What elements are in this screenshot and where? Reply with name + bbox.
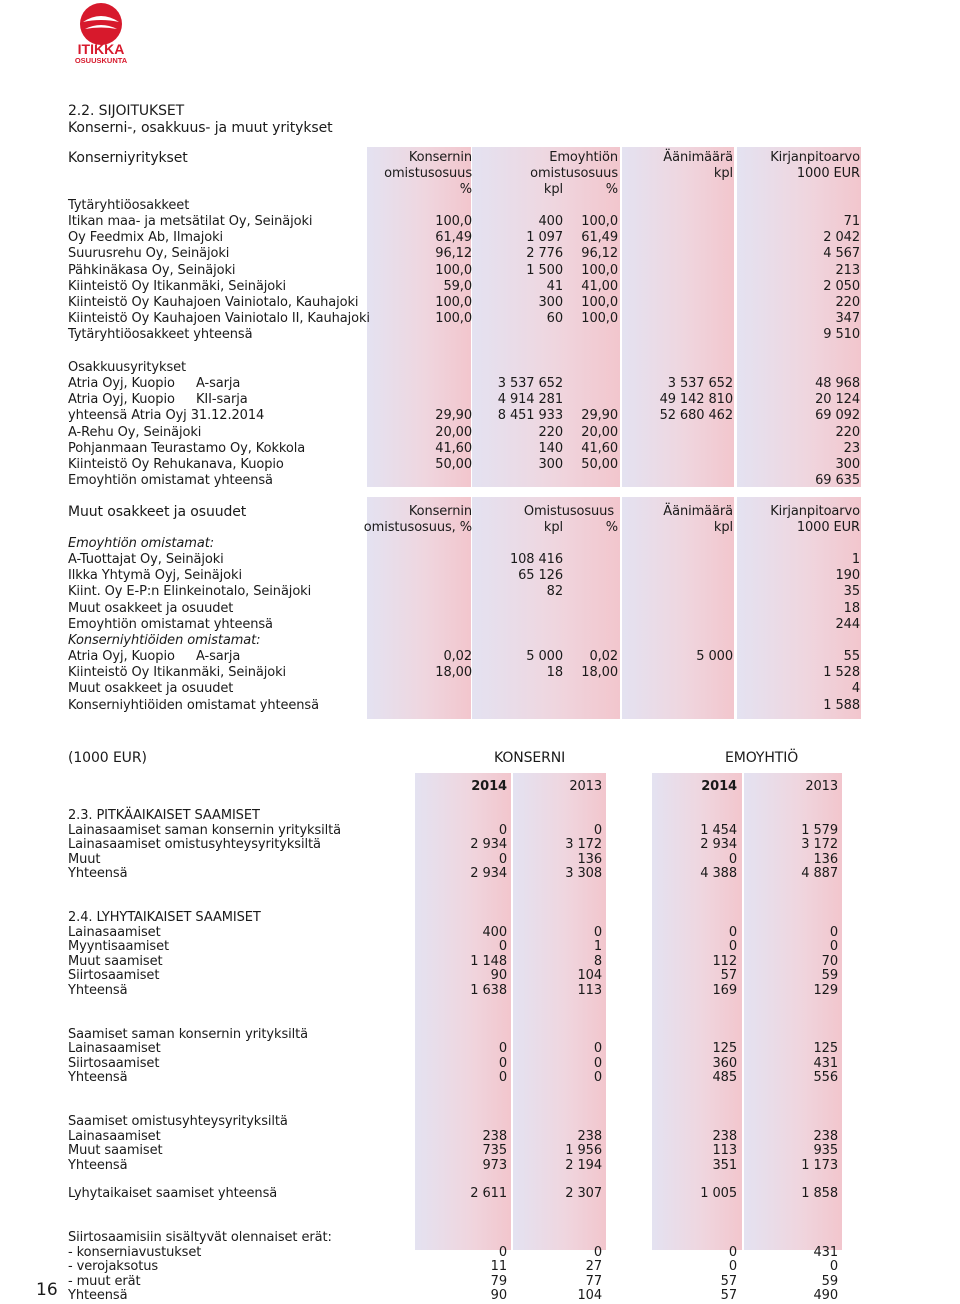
group-header: EMOYHTIÖ [725, 750, 799, 766]
col-header: Kirjanpitoarvo [770, 150, 860, 165]
subheading: Tytäryhtiöosakkeet [68, 198, 190, 213]
block-title: 2.3. PITKÄAIKAISET SAAMISET [68, 808, 260, 823]
logo-text-2: OSUUSKUNTA [74, 56, 128, 64]
cell: 1 588 [823, 697, 860, 713]
cell: 1 [593, 939, 602, 955]
cell: 90 [490, 968, 507, 984]
row-label: Lainasaamiset [68, 1128, 161, 1144]
col-header: Kirjanpitoarvo [770, 504, 860, 519]
cell: 347 [835, 311, 860, 327]
cell: 4 914 281 [497, 392, 563, 408]
row-label: Siirtosaamiset [68, 1055, 160, 1071]
section-subtitle: Konserni-, osakkuus- ja muut yritykset [68, 120, 333, 136]
cell: 1 148 [470, 953, 507, 969]
cell: 400 [482, 924, 507, 940]
cell: 0,02 [589, 649, 618, 664]
cell: 57 [720, 968, 737, 984]
row-class: KII-sarja [196, 392, 248, 408]
cell: 136 [813, 851, 838, 867]
col-header: % [605, 182, 618, 197]
cell: 50,00 [435, 457, 472, 472]
cell: 5 000 [696, 649, 733, 664]
cell: 169 [712, 983, 737, 998]
cell: 0 [593, 924, 602, 940]
cell: 1 528 [823, 665, 860, 681]
row-label: Emoyhtiön omistamat yhteensä [68, 473, 273, 489]
cell: 100,0 [435, 295, 472, 310]
cell: 48 968 [815, 376, 860, 391]
cell: 18 [546, 665, 563, 681]
cell: 59 [821, 1273, 838, 1289]
cell: 100,0 [435, 311, 472, 327]
cell: 100,0 [581, 214, 618, 229]
cell: 735 [482, 1143, 507, 1159]
cell: 41,60 [581, 440, 618, 456]
cell: 2 934 [470, 837, 507, 853]
row-label: A-Rehu Oy, Seinäjoki [68, 424, 202, 440]
cell: 100,0 [581, 311, 618, 327]
cell: 125 [813, 1041, 838, 1057]
col-header: Konsernin [408, 150, 472, 165]
cell: 65 126 [518, 568, 563, 584]
row-label: Muut [68, 851, 101, 867]
cell: 27 [585, 1259, 602, 1275]
cell: 300 [835, 457, 860, 472]
cell: 1 638 [470, 983, 507, 998]
cell: 129 [813, 983, 838, 998]
logo-text-1: ITIKKA [77, 41, 125, 57]
col-header: omistusosuus, % [363, 520, 472, 535]
year-header: 2014 [471, 779, 507, 794]
cell: 490 [813, 1288, 838, 1304]
row-label: Lyhytaikaiset saamiset yhteensä [68, 1186, 278, 1202]
cell: 2 050 [823, 278, 860, 294]
cell: 1 005 [700, 1186, 737, 1202]
row-label: - verojaksotus [68, 1259, 159, 1275]
group-header: KONSERNI [494, 750, 566, 766]
cell: 556 [813, 1070, 838, 1086]
cell: 2 194 [565, 1157, 602, 1173]
cell: 82 [546, 584, 563, 600]
cell: 57 [720, 1273, 737, 1289]
cell: 1 579 [801, 822, 838, 838]
cell: 300 [538, 457, 563, 472]
cell: 29,90 [581, 408, 618, 424]
row-label: yhteensä Atria Oyj 31.12.2014 [68, 408, 265, 424]
cell: 0 [728, 851, 737, 867]
row-label: Lainasaamiset [68, 924, 161, 940]
itikka-logo [68, 2, 134, 64]
cell: 2 934 [470, 866, 507, 882]
col-header: Omistusosuus [523, 504, 614, 519]
cell: 69 635 [815, 473, 860, 489]
section-number-title: 2.2. SIJOITUKSET [68, 103, 185, 119]
row-label: Lainasaamiset [68, 1041, 161, 1057]
row-label: Kiinteistö Oy Kauhajoen Vainiotalo II, Kauhajoki [68, 311, 370, 327]
col-header: kpl [713, 166, 733, 181]
cell: 59 [821, 968, 838, 984]
cell: 113 [577, 983, 602, 998]
col-header: Äänimäärä [663, 504, 733, 519]
row-label: Kiinteistö Oy Kauhajoen Vainiotalo, Kauhajoki [68, 295, 359, 310]
cell: 0 [728, 939, 737, 955]
row-label: Kiinteistö Oy Itikanmäki, Seinäjoki [68, 278, 287, 294]
cell: 431 [813, 1244, 838, 1260]
cell: 0 [498, 939, 507, 955]
cell: 0 [593, 822, 602, 838]
table-title: Konserniyritykset [68, 150, 188, 166]
cell: 0 [593, 1055, 602, 1071]
cell: 0 [593, 1244, 602, 1260]
col-header: Emoyhtiön [549, 150, 618, 165]
cell: 3 308 [565, 866, 602, 882]
cell: 973 [482, 1157, 507, 1173]
col-header: % [459, 182, 472, 197]
row-label: Atria Oyj, Kuopio [68, 392, 175, 408]
col-header: kpl [543, 182, 563, 197]
cell: 1 956 [565, 1143, 602, 1159]
cell: 50,00 [581, 457, 618, 472]
cell: 0 [498, 1070, 507, 1086]
cell: 190 [835, 568, 860, 584]
row-label: Muut saamiset [68, 1143, 163, 1159]
cell: 18 [843, 600, 860, 616]
cell: 70 [821, 953, 838, 969]
cell: 60 [546, 311, 563, 327]
row-label: Yhteensä [68, 866, 128, 882]
cell: 351 [712, 1157, 737, 1173]
block-title: Siirtosaamisiin sisältyvät olennaiset erät: [68, 1230, 332, 1245]
page-number: 16 [36, 1280, 58, 1300]
col-header: kpl [543, 520, 563, 535]
cell: 0 [728, 924, 737, 940]
cell: 935 [813, 1143, 838, 1159]
cell: 90 [490, 1288, 507, 1304]
cell: 20,00 [435, 424, 472, 440]
cell: 71 [843, 214, 860, 229]
subheading: Emoyhtiön omistamat: [68, 536, 214, 551]
cell: 55 [843, 649, 860, 664]
col-header: omistusosuus [530, 166, 618, 181]
block-title: Saamiset omistusyhteysyrityksiltä [68, 1114, 288, 1129]
col-header: kpl [713, 520, 733, 535]
cell: 220 [538, 424, 563, 440]
cell: 220 [835, 295, 860, 310]
cell: 244 [835, 616, 860, 632]
cell: 136 [577, 851, 602, 867]
cell: 113 [712, 1143, 737, 1159]
unit-label: (1000 EUR) [68, 750, 147, 766]
cell: 400 [538, 214, 563, 229]
row-label: Siirtosaamiset [68, 968, 160, 984]
cell: 238 [712, 1128, 737, 1144]
cell: 49 142 810 [659, 392, 733, 408]
cell: 238 [577, 1128, 602, 1144]
row-label: Pohjanmaan Teurastamo Oy, Kokkola [68, 440, 306, 456]
cell: 35 [843, 584, 860, 600]
col-header: 1000 EUR [796, 166, 860, 181]
cell: 0 [829, 924, 838, 940]
cell: 1 858 [801, 1186, 838, 1202]
cell: 79 [490, 1273, 507, 1289]
cell: 104 [577, 968, 602, 984]
table-title: Muut osakkeet ja osuudet [68, 504, 247, 520]
cell: 3 537 652 [667, 376, 733, 391]
cell: 213 [835, 262, 860, 278]
cell: 0 [498, 1041, 507, 1057]
subheading: Osakkuusyritykset [68, 360, 187, 375]
row-label: Konserniyhtiöiden omistamat yhteensä [68, 697, 319, 713]
cell: 61,49 [581, 230, 618, 246]
cell: 2 934 [700, 837, 737, 853]
cell: 1 097 [526, 230, 563, 246]
cell: 100,0 [435, 214, 472, 229]
cell: 125 [712, 1041, 737, 1057]
row-label: Tytäryhtiöosakkeet yhteensä [68, 327, 253, 343]
row-label: Kiint. Oy E-P:n Elinkeinotalo, Seinäjoki [68, 584, 312, 600]
cell: 11 [490, 1259, 507, 1275]
cell: 0 [498, 822, 507, 838]
row-label: Lainasaamiset omistusyhteysyrityksiltä [68, 837, 321, 853]
cell: 20 124 [815, 392, 860, 408]
row-label: Pähkinäkasa Oy, Seinäjoki [68, 262, 236, 278]
cell: 1 173 [801, 1157, 838, 1173]
cell: 100,0 [581, 295, 618, 310]
col-header: omistusosuus [384, 166, 472, 181]
year-header: 2014 [701, 779, 737, 794]
col-header: 1000 EUR [796, 520, 860, 535]
cell: 41,00 [581, 278, 618, 294]
cell: 96,12 [435, 246, 472, 262]
row-label: Ilkka Yhtymä Oyj, Seinäjoki [68, 568, 242, 584]
row-label: Yhteensä [68, 983, 128, 998]
row-class: A-sarja [196, 649, 241, 664]
cell: 4 887 [801, 866, 838, 882]
row-label: A-Tuottajat Oy, Seinäjoki [68, 552, 224, 567]
cell: 29,90 [435, 408, 472, 424]
cell: 20,00 [581, 424, 618, 440]
row-label: Muut saamiset [68, 953, 163, 969]
col-header: Konsernin [408, 504, 472, 519]
col-header: Äänimäärä [663, 150, 733, 165]
cell: 2 611 [470, 1186, 507, 1202]
cell: 61,49 [435, 230, 472, 246]
row-label: Muut osakkeet ja osuudet [68, 681, 234, 697]
cell: 112 [712, 953, 737, 969]
row-label: Yhteensä [68, 1288, 128, 1304]
cell: 0 [593, 1070, 602, 1086]
cell: 1 454 [700, 822, 737, 838]
row-label: Yhteensä [68, 1157, 128, 1173]
cell: 0,02 [443, 649, 472, 664]
row-label: - konserniavustukset [68, 1244, 202, 1260]
row-label: Yhteensä [68, 1070, 128, 1086]
cell: 23 [843, 440, 860, 456]
cell: 104 [577, 1288, 602, 1304]
cell: 0 [498, 1244, 507, 1260]
row-label: Kiinteistö Oy Itikanmäki, Seinäjoki [68, 665, 287, 681]
cell: 18,00 [581, 665, 618, 681]
cell: 0 [498, 851, 507, 867]
subheading: Konserniyhtiöiden omistamat: [68, 633, 261, 648]
cell: 485 [712, 1070, 737, 1086]
row-label: Oy Feedmix Ab, Ilmajoki [68, 230, 224, 246]
cell: 3 172 [565, 837, 602, 853]
cell: 96,12 [581, 246, 618, 262]
cell: 8 451 933 [497, 408, 563, 424]
cell: 431 [813, 1055, 838, 1071]
cell: 0 [498, 1055, 507, 1071]
row-label: Atria Oyj, Kuopio [68, 376, 175, 391]
row-label: Kiinteistö Oy Rehukanava, Kuopio [68, 457, 284, 472]
row-label: Suurusrehu Oy, Seinäjoki [68, 246, 230, 262]
cell: 100,0 [581, 262, 618, 278]
year-header: 2013 [569, 779, 602, 794]
cell: 238 [813, 1128, 838, 1144]
cell: 2 307 [565, 1186, 602, 1202]
cell: 0 [829, 1259, 838, 1275]
year-header: 2013 [805, 779, 838, 794]
cell: 0 [728, 1244, 737, 1260]
cell: 220 [835, 424, 860, 440]
cell: 41,60 [435, 440, 472, 456]
cell: 59,0 [443, 278, 472, 294]
col-header: % [605, 520, 618, 535]
cell: 3 172 [801, 837, 838, 853]
cell: 1 500 [526, 262, 563, 278]
cell: 238 [482, 1128, 507, 1144]
row-label: Myyntisaamiset [68, 939, 170, 955]
cell: 3 537 652 [497, 376, 563, 391]
cell: 4 388 [700, 866, 737, 882]
cell: 0 [728, 1259, 737, 1275]
cell: 18,00 [435, 665, 472, 681]
cell: 2 776 [526, 246, 563, 262]
cell: 1 [851, 552, 860, 567]
cell: 0 [593, 1041, 602, 1057]
block-title: Saamiset saman konsernin yrityksiltä [68, 1026, 308, 1042]
cell: 57 [720, 1288, 737, 1304]
row-label: - muut erät [68, 1273, 141, 1289]
row-label: Emoyhtiön omistamat yhteensä [68, 616, 273, 632]
cell: 4 [851, 681, 860, 697]
row-label: Muut osakkeet ja osuudet [68, 600, 234, 616]
cell: 100,0 [435, 262, 472, 278]
cell: 108 416 [509, 552, 563, 567]
row-label: Itikan maa- ja metsätilat Oy, Seinäjoki [68, 214, 313, 229]
cell: 2 042 [823, 230, 860, 246]
cell: 0 [829, 939, 838, 955]
cell: 300 [538, 295, 563, 310]
row-class: A-sarja [196, 376, 241, 391]
block-title: 2.4. LYHYTAIKAISET SAAMISET [68, 910, 261, 925]
cell: 8 [593, 953, 602, 969]
cell: 5 000 [526, 649, 563, 664]
cell: 52 680 462 [659, 408, 733, 424]
cell: 9 510 [823, 327, 860, 343]
cell: 360 [712, 1055, 737, 1071]
cell: 77 [585, 1273, 602, 1289]
cell: 140 [538, 440, 563, 456]
cell: 41 [546, 278, 563, 294]
row-label: Lainasaamiset saman konsernin yrityksiltä [68, 822, 342, 838]
cell: 4 567 [823, 246, 860, 262]
cell: 69 092 [815, 408, 860, 424]
row-label: Atria Oyj, Kuopio [68, 649, 175, 664]
